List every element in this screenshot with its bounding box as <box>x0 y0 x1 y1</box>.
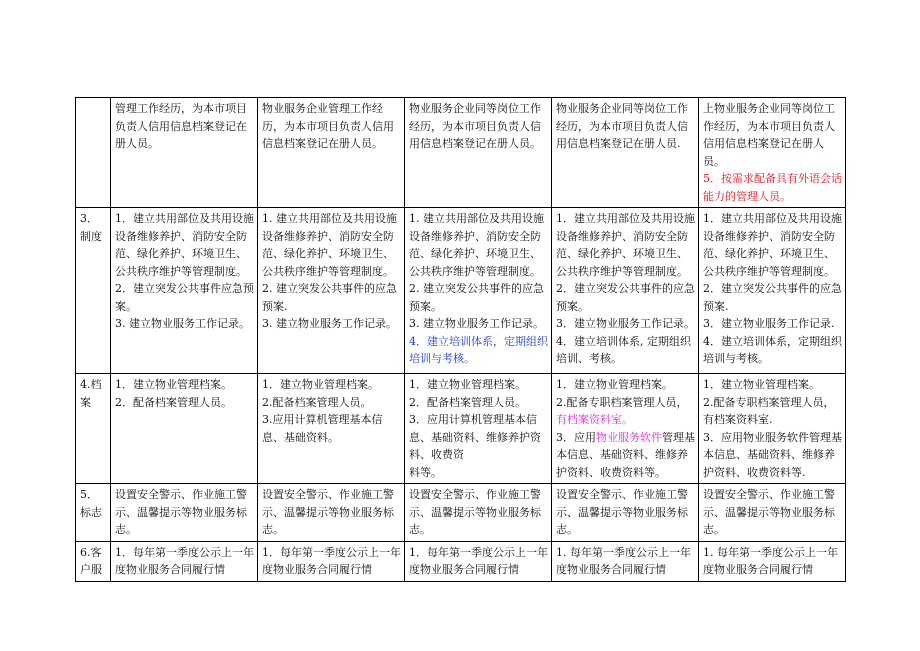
cell-line: 5．按需求配备具有外语会话能力的管理人员。 <box>703 172 842 203</box>
cell-line: 2.配备档案管理人员。 <box>262 395 372 409</box>
table-cell <box>111 208 258 374</box>
table-cell <box>699 541 846 581</box>
table-cell <box>552 541 699 581</box>
table-cell <box>111 374 258 484</box>
table-cell <box>405 484 552 542</box>
cell-line: 设置安全警示、作业施工警示、温馨提示等物业服务标志。 <box>556 488 688 536</box>
table-cell <box>699 98 846 208</box>
cell-line: 1．每年第一季度公示上一年度物业服务合同履行情 <box>262 545 401 576</box>
cell-line: 4．建立培训体系, 定期组织培训、考核。 <box>556 334 691 365</box>
table-cell <box>258 541 405 581</box>
table-row <box>76 208 846 374</box>
cell-line: 设置安全警示、作业施工警示、温馨提示等物业服务标志。 <box>115 488 247 536</box>
table-cell <box>258 374 405 484</box>
table-cell <box>405 98 552 208</box>
row-category <box>76 98 111 208</box>
table-cell <box>699 374 846 484</box>
table-cell <box>405 374 552 484</box>
cell-line: 3．应用计算机管理基本信息、基础资料、维修养护资料、收费资 <box>409 413 541 461</box>
cell-line: 1. 每年第一季度公示上一年度物业服务合同履行情 <box>703 545 838 576</box>
cell-line: 1．建立物业管理档案。 <box>409 378 526 391</box>
cell-line: 3．应用物业服务软件管理基本信息、基础资料、维修养护资料、收费资料等. <box>703 430 842 479</box>
cell-line: 3.应用计算机管理基本信息、基础资料。 <box>262 413 383 444</box>
cell-line: 料等。 <box>409 465 442 479</box>
cell-line: 1．建立共用部位及共用设施设备维修养护、消防安全防范、绿化养护、环境卫生、公共秩序维护等管理制度。 <box>703 212 842 278</box>
cell-line: 3．建立物业服务工作记录. <box>703 317 835 330</box>
cell-line: 2．配备档案管理人员。 <box>409 395 526 409</box>
cell-line: 1．建立共用部位及共用设施设备维修养护、消防安全防范、绿化养护、环境卫生、公共秩序维护等管理制度。 <box>556 212 695 278</box>
cell-line: 1．每年第一季度公示上一年度物业服务合同履行情 <box>409 545 548 576</box>
table-row <box>76 484 846 542</box>
cell-text-segment: 3．应用 <box>556 430 596 444</box>
cell-line: 管理工作经历，为本市项目负责人信用信息档案登记在册人员。 <box>115 102 247 150</box>
cell-line: 设置安全警示、作业施工警示、温馨提示等物业服务标志。 <box>262 488 394 536</box>
cell-line: 物业服务企业管理工作经历，为本市项目负责人信用信息档案登记在册人员。 <box>262 102 394 150</box>
cell-line: 2．建立突发公共事件的应急预案。 <box>556 282 695 313</box>
cell-line: 上物业服务企业同等岗位工作经历，为本市项目负责人信用信息档案登记在册人员。 <box>703 102 835 168</box>
table-cell <box>552 374 699 484</box>
cell-text-segment: 物业服务软件 <box>596 430 662 444</box>
cell-line: 3. 建立物业服务工作记录。 <box>115 317 250 330</box>
cell-line: 1. 建立共用部位及共用设施设备维修养护、消防安全防范、绿化养护、环境卫生、公共秩序维护等管理制度。 <box>409 212 544 278</box>
cell-line: 物业服务企业同等岗位工作经历，为本市项目负责人信用信息档案登记在册人员。 <box>409 102 541 150</box>
cell-line: 1．建立共用部位及共用设施设备维修养护、消防安全防范、绿化养护、环境卫生、公共秩序维护等管理制度。 <box>115 212 254 278</box>
table-cell <box>111 98 258 208</box>
table-cell <box>258 484 405 542</box>
cell-line: 3. 建立物业服务工作记录。 <box>409 317 544 330</box>
cell-line <box>556 394 695 429</box>
cell-line: 1．建立物业管理档案。 <box>262 378 379 391</box>
standards-table <box>75 97 846 582</box>
cell-text-segment: 有档案资料室。 <box>556 413 633 426</box>
row-category: 3．制度 <box>76 208 111 374</box>
cell-text-segment: 管理基本信息、基础资料、维修养护资料、收费资料等。 <box>556 430 695 479</box>
cell-text-segment: 2.配备专职档案管理人员， <box>556 395 688 409</box>
cell-line: 设置安全警示、作业施工警示、温馨提示等物业服务标志。 <box>409 488 541 536</box>
table-row <box>76 541 846 581</box>
row-category: 5．标志 <box>76 484 111 542</box>
table-cell <box>111 484 258 542</box>
table-cell <box>111 541 258 581</box>
cell-line: 设置安全警示、作业施工警示、温馨提示等物业服务标志。 <box>703 488 835 536</box>
table-row <box>76 98 846 208</box>
cell-line: 物业服务企业同等岗位工作经历，为本市项目负责人信用信息档案登记在册人员. <box>556 102 688 150</box>
table-cell <box>699 484 846 542</box>
table-cell <box>258 208 405 374</box>
table-cell <box>258 98 405 208</box>
cell-line: 3．建立物业服务工作记录。 <box>556 317 695 330</box>
cell-line: 1．每年第一季度公示上一年度物业服务合同履行情 <box>115 545 254 576</box>
table-cell <box>552 98 699 208</box>
cell-line: 2．建立突发公共事件应急预案。 <box>115 282 254 313</box>
table-cell <box>405 208 552 374</box>
cell-line: 3. 建立物业服务工作记录。 <box>262 317 397 330</box>
cell-line: 1．建立物业管理档案。 <box>556 378 673 391</box>
cell-line: 4．建立培训体系，定期组织培训与考核。 <box>703 334 842 365</box>
row-category: 4.档案 <box>76 374 111 484</box>
cell-line: 1．建立物业管理档案。 <box>115 378 232 391</box>
cell-line: 1．建立物业管理档案。 <box>703 378 820 391</box>
table-body <box>76 98 846 582</box>
row-category: 6.客户服 <box>76 541 111 581</box>
cell-line: 2．建立突发公共事件的应急预案. <box>703 282 842 313</box>
cell-line: 2．配备档案管理人员。 <box>115 395 232 409</box>
table-cell <box>552 208 699 374</box>
cell-line: 4．建立培训体系，定期组织培训与考核。 <box>409 334 548 365</box>
table-cell <box>405 541 552 581</box>
cell-line: 1. 每年第一季度公示上一年度物业服务合同履行情 <box>556 545 691 576</box>
table-cell <box>552 484 699 542</box>
cell-line: 2.配备专职档案管理人员，有档案资料室. <box>703 395 835 426</box>
table-cell <box>699 208 846 374</box>
cell-line: 2. 建立突发公共事件的应急预案。 <box>409 282 544 313</box>
cell-line: 2. 建立突发公共事件的应急预案. <box>262 282 397 313</box>
table-row <box>76 374 846 484</box>
cell-line <box>556 429 695 482</box>
cell-line: 1. 建立共用部位及共用设施设备维修养护、消防安全防范、绿化养护、环境卫生、公共秩序维护等管理制度。 <box>262 212 397 278</box>
